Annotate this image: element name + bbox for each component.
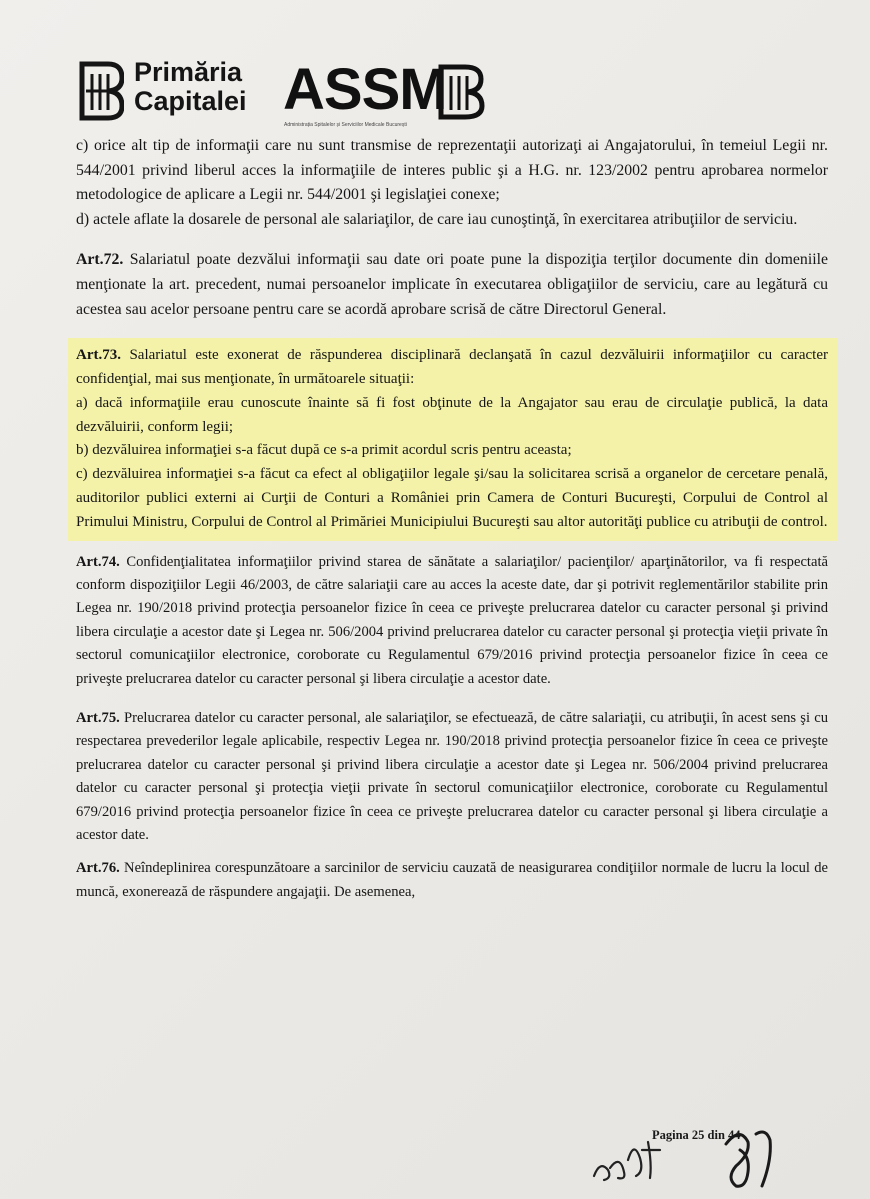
article-73-label: Art.73. — [76, 347, 121, 364]
article-73-highlight — [68, 338, 838, 540]
assmb-logo-icon — [437, 64, 485, 120]
article-74-text: Confidenţialitatea informaţiilor privind starea de sănătate a salariaţilor/ pacienţilor/ aparţinătorilor, va fi respectată conform dispoziţiilor Legii 46/2003, de către salariaţii care au acces la aceste date, dar şi potrivit reglementărilor stabilite prin Legea nr. 190/2018 privind protecţia persoanelor fizice în ceea ce priveşte prelucrarea datelor cu caracter personal şi privind libera circulaţie a acestor date şi Legea nr. 506/2004 privind prelucrarea datelor cu caracter personal şi protecţia vieţii private în sectorul comunicaţiilor electronice, coroborate cu Regulamentul 679/2016 privind protecţia persoanelor fizice în ceea ce priveşte prelucrarea datelor cu caracter personal şi libera circulaţie a acestor date. — [76, 553, 828, 687]
logo1-line1: Primăria — [134, 57, 243, 87]
article-76-label: Art.76. — [76, 860, 120, 877]
article-76 — [76, 857, 828, 904]
article-72 — [76, 248, 828, 322]
paragraph-d: d) actele aflate la dosarele de personal ale salariaţilor, de care iau cunoştinţă, în exercitarea atribuţiilor de serviciu. — [76, 210, 798, 228]
document-body — [76, 134, 828, 904]
article-73-b: b) dezvăluirea informaţiei s-a făcut după ce s-a primit acordul scris pentru aceasta; — [76, 442, 572, 459]
article-75 — [76, 707, 828, 847]
primaria-logo-icon — [78, 60, 124, 122]
article-73-c: c) dezvăluirea informaţiei s-a făcut ca efect al obligaţiilor legale şi/sau la solicitarea scrisă a organelor de cercetare penală, auditorilor publici externi ai Curţii de Conturi a României prin Camera de Conturi Bucureşti, Corpului de Control al Primului Ministru, Corpului de Control al Primăriei Municipiului Bucureşti sau altor autorităţi publice cu atribuţii de control. — [76, 466, 828, 530]
article-72-text: Salariatul poate dezvălui informaţii sau date ori poate pune la dispoziţia terţilor documente din domeniile menţionate la art. precedent, numai persoanelor implicate în executarea obligaţiilor de serviciu, care au legătură cu acestea sau acelor persoane pentru care se acordă aprobare scrisă de către Directorul General. — [76, 251, 828, 318]
article-76-text: Neîndeplinirea corespunzătoare a sarcinilor de serviciu cauzată de neasigurarea condiţiilor normale de lucru la locul de muncă, exonerează de răspundere angajaţii. De asemenea, — [76, 860, 828, 900]
article-72-label: Art.72. — [76, 251, 124, 269]
assmb-subtitle: Administrația Spitalelor și Serviciilor Medicale București — [284, 122, 407, 128]
article-73-text: Salariatul este exonerat de răspunderea disciplinară declanşată în cazul dezvăluirii informaţiilor cu caracter confidenţial, mai sus menţionate, în următoarele situaţii: — [76, 347, 828, 387]
article-73 — [76, 344, 828, 392]
assmb-logo-text: ASSM — [283, 57, 447, 122]
article-75-label: Art.75. — [76, 709, 120, 726]
letterhead — [78, 58, 498, 132]
article-74 — [76, 551, 828, 691]
primaria-logo-text — [134, 58, 284, 116]
article-73-a: a) dacă informaţiile erau cunoscute înainte să fi fost obţinute de la Angajator sau erau de circulaţie publică, la data dezvăluirii, conform legii; — [76, 394, 828, 435]
article-75-text: Prelucrarea datelor cu caracter personal, ale salariaţilor, se efectuează, de către salariaţii, cu atribuţii, în acest sens şi cu respectarea prevederilor legale aplicabile, respectiv Legea nr. 190/2018 privind protecţia persoanelor fizice în ceea ce priveşte prelucrarea datelor cu caracter personal şi privind libera circulaţie a acestor date şi Legea nr. 506/2004 privind prelucrarea datelor cu caracter personal şi protecţia vieţii private în sectorul comunicaţiilor electronice, coroborate cu Regulamentul 679/2016 privind protecţia persoanelor fizice în ceea ce priveşte prelucrarea datelor cu caracter personal şi libera circulaţie a acestor date. — [76, 709, 828, 843]
handwritten-signature-icon — [590, 1120, 790, 1190]
logo1-line2: Capitalei — [134, 86, 247, 116]
article-74-label: Art.74. — [76, 553, 120, 570]
paragraph-c: c) orice alt tip de informaţii care nu sunt transmise de reprezentaţii autorizaţi ai Angajatorului, în temeiul Legii nr. 544/2001 privind liberul acces la informaţiile de interes public şi a H.G. nr. 123/2002 pentru aprobarea normelor metodologice de aplicare a Legii nr. 544/2001 şi legislaţiei conexe; — [76, 137, 828, 204]
page-number: Pagina 25 din 44 — [652, 1128, 741, 1142]
